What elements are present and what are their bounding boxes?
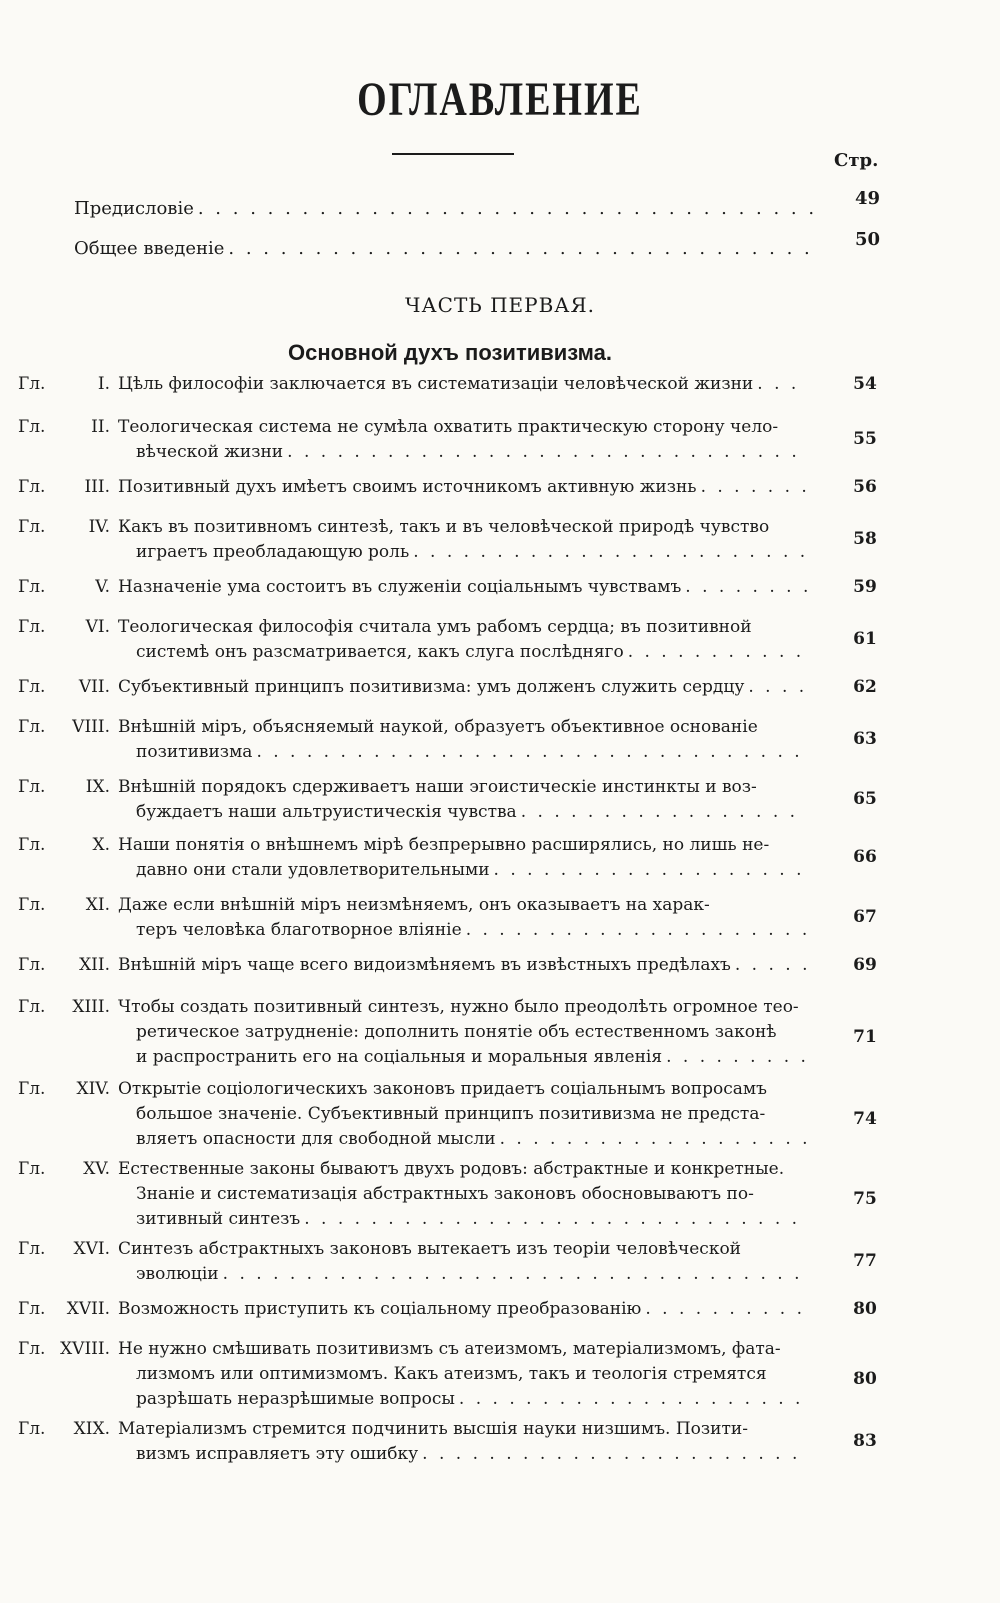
chapter-number: V. xyxy=(95,577,110,597)
chapter-title-line xyxy=(118,475,808,500)
chapter-title-line xyxy=(118,1157,808,1182)
chapter-title-text: эволюціи xyxy=(136,1264,219,1284)
chapter-title-line xyxy=(118,893,808,918)
page-column-label: Стр. xyxy=(834,150,879,171)
chapter-title-line xyxy=(118,615,808,640)
toc-entry-preface[interactable] xyxy=(74,198,814,219)
chapter-title-line xyxy=(118,1417,808,1442)
chapter-title-line xyxy=(118,575,808,600)
chapter-title-text: Синтезъ абстрактныхъ законовъ вытекаетъ изъ теоріи человѣческой xyxy=(118,1239,742,1259)
chapter-prefix: Гл. xyxy=(18,577,46,597)
chapter-title-text: Какъ въ позитивномъ синтезѣ, такъ и въ человѣческой природѣ чувство xyxy=(118,517,770,537)
chapter-title-line xyxy=(118,1020,808,1045)
chapter-prefix: Гл. xyxy=(18,955,46,975)
chapter-prefix: Гл. xyxy=(18,1159,46,1179)
leader-dots xyxy=(500,1127,808,1152)
chapter-title-text: и распространить его на соціальныя и моральныя явленія xyxy=(136,1047,663,1067)
chapter-title-text: Теологическая философія считала умъ рабомъ сердца; въ позитивной xyxy=(118,617,752,637)
chapter-title xyxy=(118,675,808,700)
chapter-number: IX. xyxy=(85,777,110,797)
chapter-page-number: 61 xyxy=(853,629,877,649)
chapter-title-line xyxy=(118,918,808,943)
chapter-title xyxy=(118,953,808,978)
chapter-title-text: вѣческой жизни xyxy=(136,442,284,462)
chapter-title xyxy=(118,995,808,1070)
leader-dots xyxy=(521,800,808,825)
chapter-title xyxy=(118,1237,808,1287)
chapter-title-text: теръ человѣка благотворное вліяніе xyxy=(136,920,462,940)
leader-dots xyxy=(459,1387,808,1412)
chapter-title-line xyxy=(118,415,808,440)
chapter-number: X. xyxy=(92,835,110,855)
leader-dots xyxy=(287,440,808,465)
toc-entry-label: Общее введеніе xyxy=(74,238,225,259)
chapter-title-text: позитивизма xyxy=(136,742,253,762)
chapter-title xyxy=(118,1417,808,1467)
chapter-title-text: давно они стали удовлетворительными xyxy=(136,860,490,880)
chapter-page-number: 74 xyxy=(853,1109,877,1129)
chapter-title-line xyxy=(118,1387,808,1412)
chapter-title-text: Чтобы создать позитивный синтезъ, нужно было преодолѣть огромное тео- xyxy=(118,997,799,1017)
chapter-title-text: лизмомъ или оптимизмомъ. Какъ атеизмъ, такъ и теологія стремятся xyxy=(136,1364,767,1384)
leader-dots xyxy=(735,953,808,978)
chapter-title xyxy=(118,1337,808,1412)
chapter-title-line xyxy=(118,995,808,1020)
chapter-title-text: Теологическая система не сумѣла охватить практическую сторону чело- xyxy=(118,417,779,437)
chapter-prefix: Гл. xyxy=(18,997,46,1017)
leader-dots xyxy=(757,372,808,397)
chapter-prefix: Гл. xyxy=(18,374,46,394)
chapter-number: VI. xyxy=(85,617,110,637)
chapter-number: III. xyxy=(84,477,110,497)
leader-dots xyxy=(466,918,808,943)
chapter-title-line xyxy=(118,372,808,397)
chapter-title-line xyxy=(118,775,808,800)
chapter-title-text: Цѣль философіи заключается въ систематизаціи человѣческой жизни xyxy=(118,374,754,394)
leader-dots xyxy=(645,1297,808,1322)
chapter-title-line xyxy=(118,1077,808,1102)
chapter-page-number: 69 xyxy=(853,955,877,975)
chapter-title-line xyxy=(118,800,808,825)
chapter-number: VIII. xyxy=(72,717,110,737)
chapter-number: XV. xyxy=(83,1159,110,1179)
chapter-title-line xyxy=(118,1442,808,1467)
title-divider xyxy=(392,153,514,155)
leader-dots xyxy=(494,858,808,883)
leader-dots xyxy=(228,238,814,259)
toc-entry-introduction[interactable] xyxy=(74,238,814,259)
chapter-title-text: Субъективный принципъ позитивизма: умъ долженъ служить сердцу xyxy=(118,677,745,697)
chapter-title-line xyxy=(118,515,808,540)
chapter-title xyxy=(118,1297,808,1322)
chapter-title-text: вляетъ опасности для свободной мысли xyxy=(136,1129,496,1149)
chapter-title-line xyxy=(118,440,808,465)
chapter-number: I. xyxy=(97,374,110,394)
leader-dots xyxy=(685,575,808,600)
chapter-page-number: 80 xyxy=(853,1299,877,1319)
chapter-title-line xyxy=(118,1182,808,1207)
chapter-title xyxy=(118,893,808,943)
chapter-page-number: 62 xyxy=(853,677,877,697)
chapter-number: XVIII. xyxy=(60,1339,110,1359)
chapter-number: XIV. xyxy=(76,1079,110,1099)
chapter-title-text: разрѣшать неразрѣшимые вопросы xyxy=(136,1389,455,1409)
chapter-title-text: играетъ преобладающую роль xyxy=(136,542,410,562)
chapter-title-line xyxy=(118,1045,808,1070)
chapter-page-number: 83 xyxy=(853,1431,877,1451)
chapter-number: XIII. xyxy=(72,997,110,1017)
chapter-title xyxy=(118,715,808,765)
chapter-prefix: Гл. xyxy=(18,777,46,797)
chapter-page-number: 63 xyxy=(853,729,877,749)
chapter-title-text: ретическое затрудненіе: дополнить понятіе объ естественномъ законѣ xyxy=(136,1022,777,1042)
chapter-page-number: 58 xyxy=(853,529,877,549)
page-title: ОГЛАВЛЕНИЕ xyxy=(357,73,643,127)
chapter-title-text: большое значеніе. Субъективный принципъ позитивизма не предста- xyxy=(136,1104,766,1124)
chapter-title-line xyxy=(118,1207,808,1232)
chapter-number: XIX. xyxy=(73,1419,110,1439)
chapter-title xyxy=(118,575,808,600)
chapter-prefix: Гл. xyxy=(18,617,46,637)
chapter-prefix: Гл. xyxy=(18,1419,46,1439)
chapter-page-number: 54 xyxy=(853,374,877,394)
leader-dots xyxy=(701,475,808,500)
chapter-page-number: 67 xyxy=(853,907,877,927)
chapter-title-text: Открытіе соціологическихъ законовъ придаетъ соціальнымъ вопросамъ xyxy=(118,1079,767,1099)
chapter-page-number: 55 xyxy=(853,429,877,449)
chapter-title-line xyxy=(118,1337,808,1362)
chapter-prefix: Гл. xyxy=(18,895,46,915)
chapter-title xyxy=(118,1077,808,1152)
leader-dots xyxy=(666,1045,808,1070)
chapter-title-text: Естественные законы бываютъ двухъ родовъ: абстрактные и конкретные. xyxy=(118,1159,785,1179)
leader-dots xyxy=(223,1262,808,1287)
chapter-page-number: 71 xyxy=(853,1027,877,1047)
chapter-page-number: 80 xyxy=(853,1369,877,1389)
chapter-title-line xyxy=(118,953,808,978)
chapter-title-text: Внѣшній порядокъ сдерживаетъ наши эгоистическіе инстинкты и воз- xyxy=(118,777,757,797)
chapter-title-text: зитивный синтезъ xyxy=(136,1209,301,1229)
toc-entry-label: Предисловіе xyxy=(74,198,194,219)
chapter-title-text: системѣ онъ разсматривается, какъ слуга послѣдняго xyxy=(136,642,624,662)
chapter-title xyxy=(118,515,808,565)
chapter-number: XII. xyxy=(79,955,110,975)
chapter-prefix: Гл. xyxy=(18,417,46,437)
chapter-title xyxy=(118,415,808,465)
chapter-title-text: Внѣшній міръ чаще всего видоизмѣняемъ въ извѣстныхъ предѣлахъ xyxy=(118,955,731,975)
chapter-title-text: Не нужно смѣшивать позитивизмъ съ атеизмомъ, матеріализмомъ, фата- xyxy=(118,1339,781,1359)
chapter-prefix: Гл. xyxy=(18,1299,46,1319)
chapter-page-number: 65 xyxy=(853,789,877,809)
part-heading: ЧАСТЬ ПЕРВАЯ. xyxy=(405,293,595,317)
chapter-title-text: Возможность приступить къ соціальному преобразованію xyxy=(118,1299,642,1319)
chapter-prefix: Гл. xyxy=(18,1079,46,1099)
leader-dots xyxy=(748,675,808,700)
chapter-page-number: 77 xyxy=(853,1251,877,1271)
chapter-number: II. xyxy=(91,417,110,437)
chapter-title-line xyxy=(118,1237,808,1262)
chapter-title xyxy=(118,475,808,500)
chapter-prefix: Гл. xyxy=(18,717,46,737)
chapter-title xyxy=(118,615,808,665)
chapter-prefix: Гл. xyxy=(18,517,46,537)
leader-dots xyxy=(304,1207,808,1232)
chapter-page-number: 75 xyxy=(853,1189,877,1209)
chapter-prefix: Гл. xyxy=(18,835,46,855)
chapter-title-text: Внѣшній міръ, объясняемый наукой, образуетъ объективное основаніе xyxy=(118,717,758,737)
chapter-title-line xyxy=(118,833,808,858)
chapter-number: XVI. xyxy=(73,1239,110,1259)
leader-dots xyxy=(413,540,808,565)
chapter-title-text: Наши понятія о внѣшнемъ мірѣ безпрерывно расширялись, но лишь не- xyxy=(118,835,770,855)
chapter-title-line xyxy=(118,1102,808,1127)
leader-dots xyxy=(628,640,808,665)
chapter-prefix: Гл. xyxy=(18,1339,46,1359)
leader-dots xyxy=(256,740,808,765)
chapter-page-number: 66 xyxy=(853,847,877,867)
chapter-title-text: Даже если внѣшній міръ неизмѣняемъ, онъ оказываетъ на харак- xyxy=(118,895,710,915)
chapter-page-number: 56 xyxy=(853,477,877,497)
chapter-title-line xyxy=(118,1297,808,1322)
chapter-title xyxy=(118,372,808,397)
chapter-page-number: 59 xyxy=(853,577,877,597)
toc-entry-page: 49 xyxy=(855,188,881,209)
chapter-number: IV. xyxy=(88,517,110,537)
chapter-title-line xyxy=(118,1262,808,1287)
chapter-title-line xyxy=(118,540,808,565)
chapter-prefix: Гл. xyxy=(18,477,46,497)
chapter-title xyxy=(118,1157,808,1232)
part-subtitle: Основной духъ позитивизма. xyxy=(287,340,613,365)
chapter-title xyxy=(118,833,808,883)
chapter-title-text: Матеріализмъ стремится подчинить высшія науки низшимъ. Позити- xyxy=(118,1419,748,1439)
chapter-title-line xyxy=(118,640,808,665)
chapter-prefix: Гл. xyxy=(18,1239,46,1259)
chapter-title-line xyxy=(118,715,808,740)
toc-entry-page: 50 xyxy=(855,229,881,250)
chapter-title-text: Назначеніе ума состоитъ въ служеніи соціальнымъ чувствамъ xyxy=(118,577,682,597)
chapter-title-line xyxy=(118,858,808,883)
chapter-title-text: визмъ исправляетъ эту ошибку xyxy=(136,1444,419,1464)
chapter-number: VII. xyxy=(78,677,110,697)
chapter-title-line xyxy=(118,1362,808,1387)
chapter-number: XI. xyxy=(85,895,110,915)
chapter-title xyxy=(118,775,808,825)
chapter-number: XVII. xyxy=(66,1299,110,1319)
chapter-title-text: Знаніе и систематизація абстрактныхъ законовъ обосновываютъ по- xyxy=(136,1184,754,1204)
chapter-title-line xyxy=(118,1127,808,1152)
chapter-title-text: буждаетъ наши альтруистическія чувства xyxy=(136,802,517,822)
chapter-title-line xyxy=(118,740,808,765)
chapter-title-text: Позитивный духъ имѣетъ своимъ источникомъ активную жизнь xyxy=(118,477,697,497)
chapter-title-line xyxy=(118,675,808,700)
leader-dots xyxy=(198,198,814,219)
chapter-prefix: Гл. xyxy=(18,677,46,697)
leader-dots xyxy=(422,1442,808,1467)
